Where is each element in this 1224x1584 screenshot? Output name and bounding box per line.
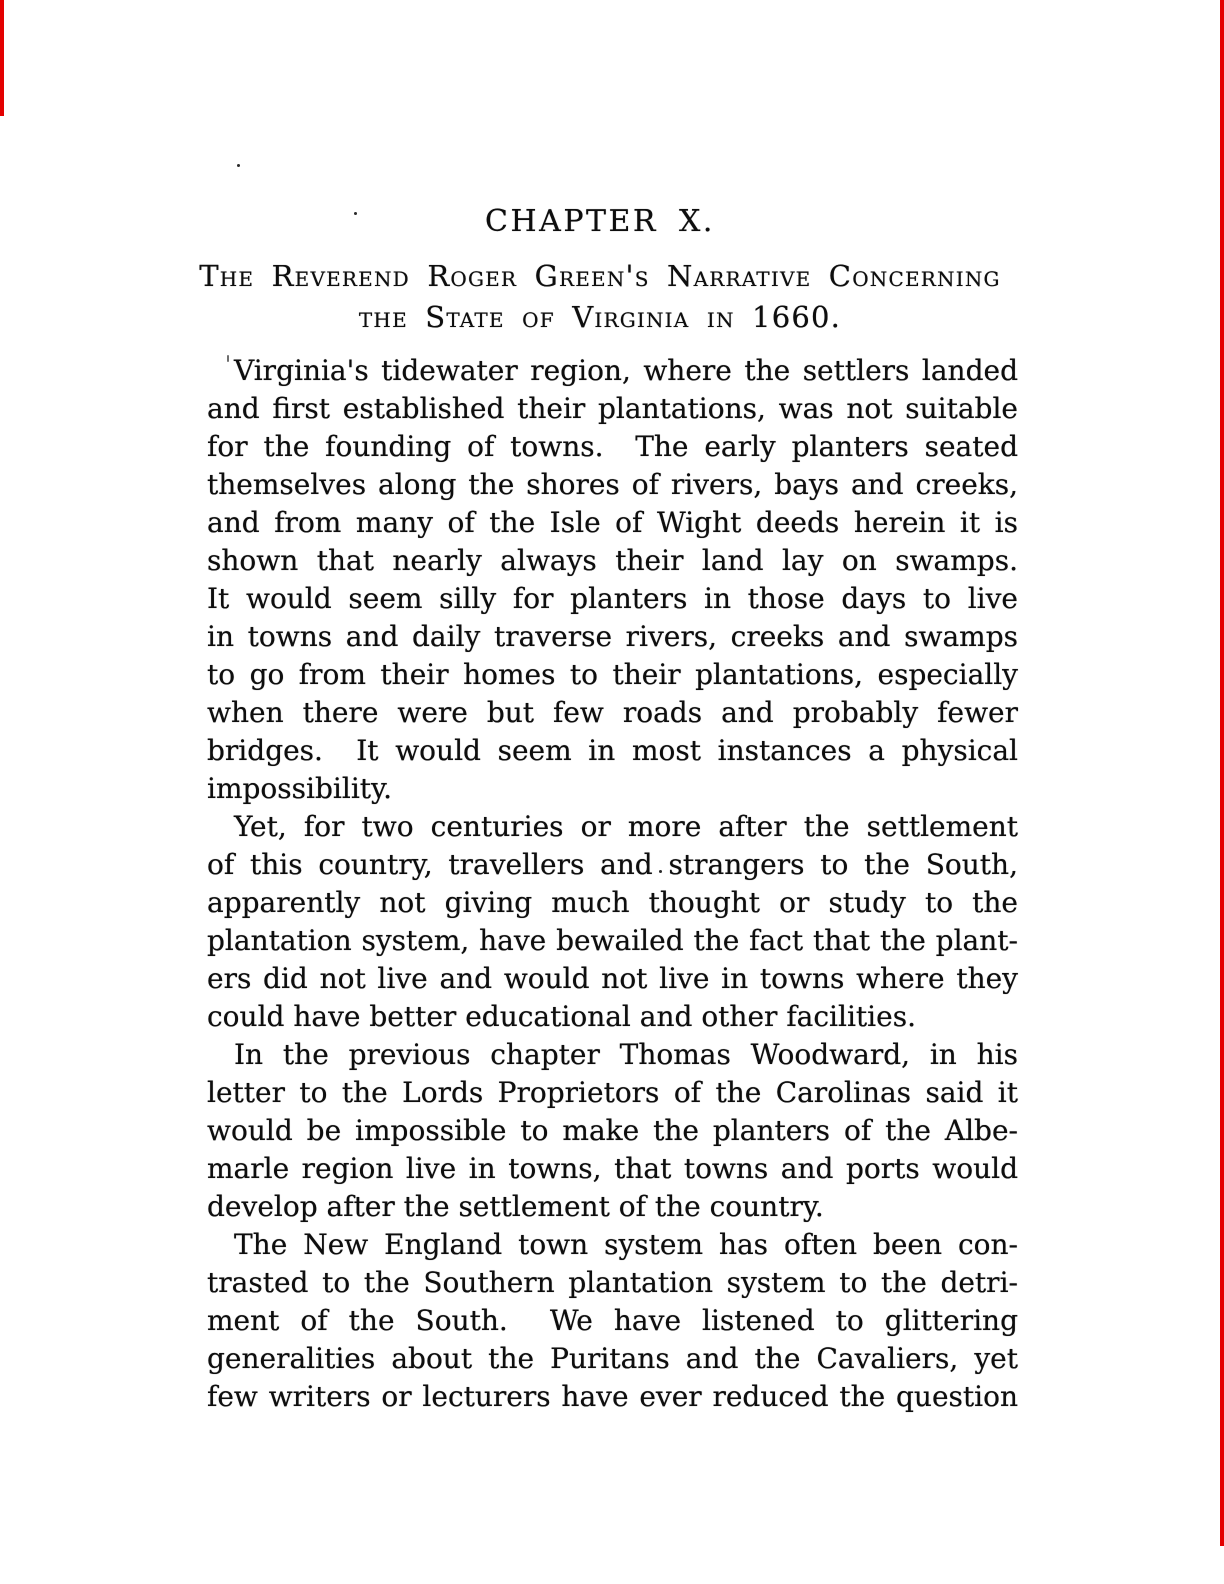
chapter-subtitle-line-1: The Reverend Roger Green's Narrative Concerning — [199, 259, 1001, 293]
text-line: to go from their homes to their plantations, especially — [207, 658, 1018, 691]
text-line: ers did not live and would not live in towns where they — [207, 962, 1018, 995]
text-line: Virginia's tidewater region, where the settlers landed — [234, 354, 1018, 387]
text-line: develop after the settlement of the country. — [207, 1190, 824, 1223]
text-line: and first established their plantations, was not suitable — [207, 392, 1018, 425]
scan-speck — [237, 164, 240, 167]
text-line: and from many of the Isle of Wight deeds herein it is — [207, 506, 1018, 539]
text-line: bridges. It would seem in most instances a physical — [207, 734, 1018, 767]
text-line: Yet, for two centuries or more after the settlement — [234, 810, 1018, 843]
chapter-heading: CHAPTER X. — [485, 204, 715, 239]
text-line: plantation system, have bewailed the fact that the plant- — [207, 924, 1018, 957]
text-line: trasted to the Southern plantation system to the detri- — [207, 1266, 1018, 1299]
text-line: apparently not giving much thought or study to the — [207, 886, 1018, 919]
scan-redline-left — [0, 0, 4, 116]
text-line: could have better educational and other facilities. — [207, 1000, 916, 1033]
text-line: ment of the South. We have listened to glittering — [207, 1304, 1018, 1337]
text-line: It would seem silly for planters in those days to live — [207, 582, 1018, 615]
text-line: In the previous chapter Thomas Woodward, in his — [234, 1038, 1018, 1071]
chapter-subtitle-line-2: the State of Virginia in 1660. — [358, 300, 842, 334]
paragraph — [207, 1226, 1018, 1416]
text-line: in towns and daily traverse rivers, creeks and swamps — [207, 620, 1018, 653]
text-line: themselves along the shores of rivers, bays and creeks, — [207, 468, 1018, 501]
text-line: few writers or lecturers have ever reduced the question — [207, 1380, 1018, 1413]
body-text — [207, 352, 1018, 1416]
text-line: marle region live in towns, that towns and ports would — [207, 1152, 1018, 1185]
paragraph — [207, 808, 1018, 1036]
text-line: impossibility. — [207, 772, 393, 805]
text-line: letter to the Lords Proprietors of the Carolinas said it — [207, 1076, 1018, 1109]
text-line: would be impossible to make the planters of the Albe- — [207, 1114, 1018, 1147]
text-line: The New England town system has often been con- — [234, 1228, 1018, 1261]
paragraph — [207, 352, 1018, 808]
text-line: of this country, travellers and strangers to the South, — [207, 848, 1018, 881]
text-line: shown that nearly always their land lay on swamps. — [207, 544, 1018, 577]
paragraph — [207, 1036, 1018, 1226]
text-line: generalities about the Puritans and the Cavaliers, yet — [207, 1342, 1018, 1375]
text-line: for the founding of towns. The early planters seated — [207, 430, 1018, 463]
scan-redline-right — [1220, 0, 1224, 1546]
text-line: when there were but few roads and probably fewer — [207, 696, 1018, 729]
